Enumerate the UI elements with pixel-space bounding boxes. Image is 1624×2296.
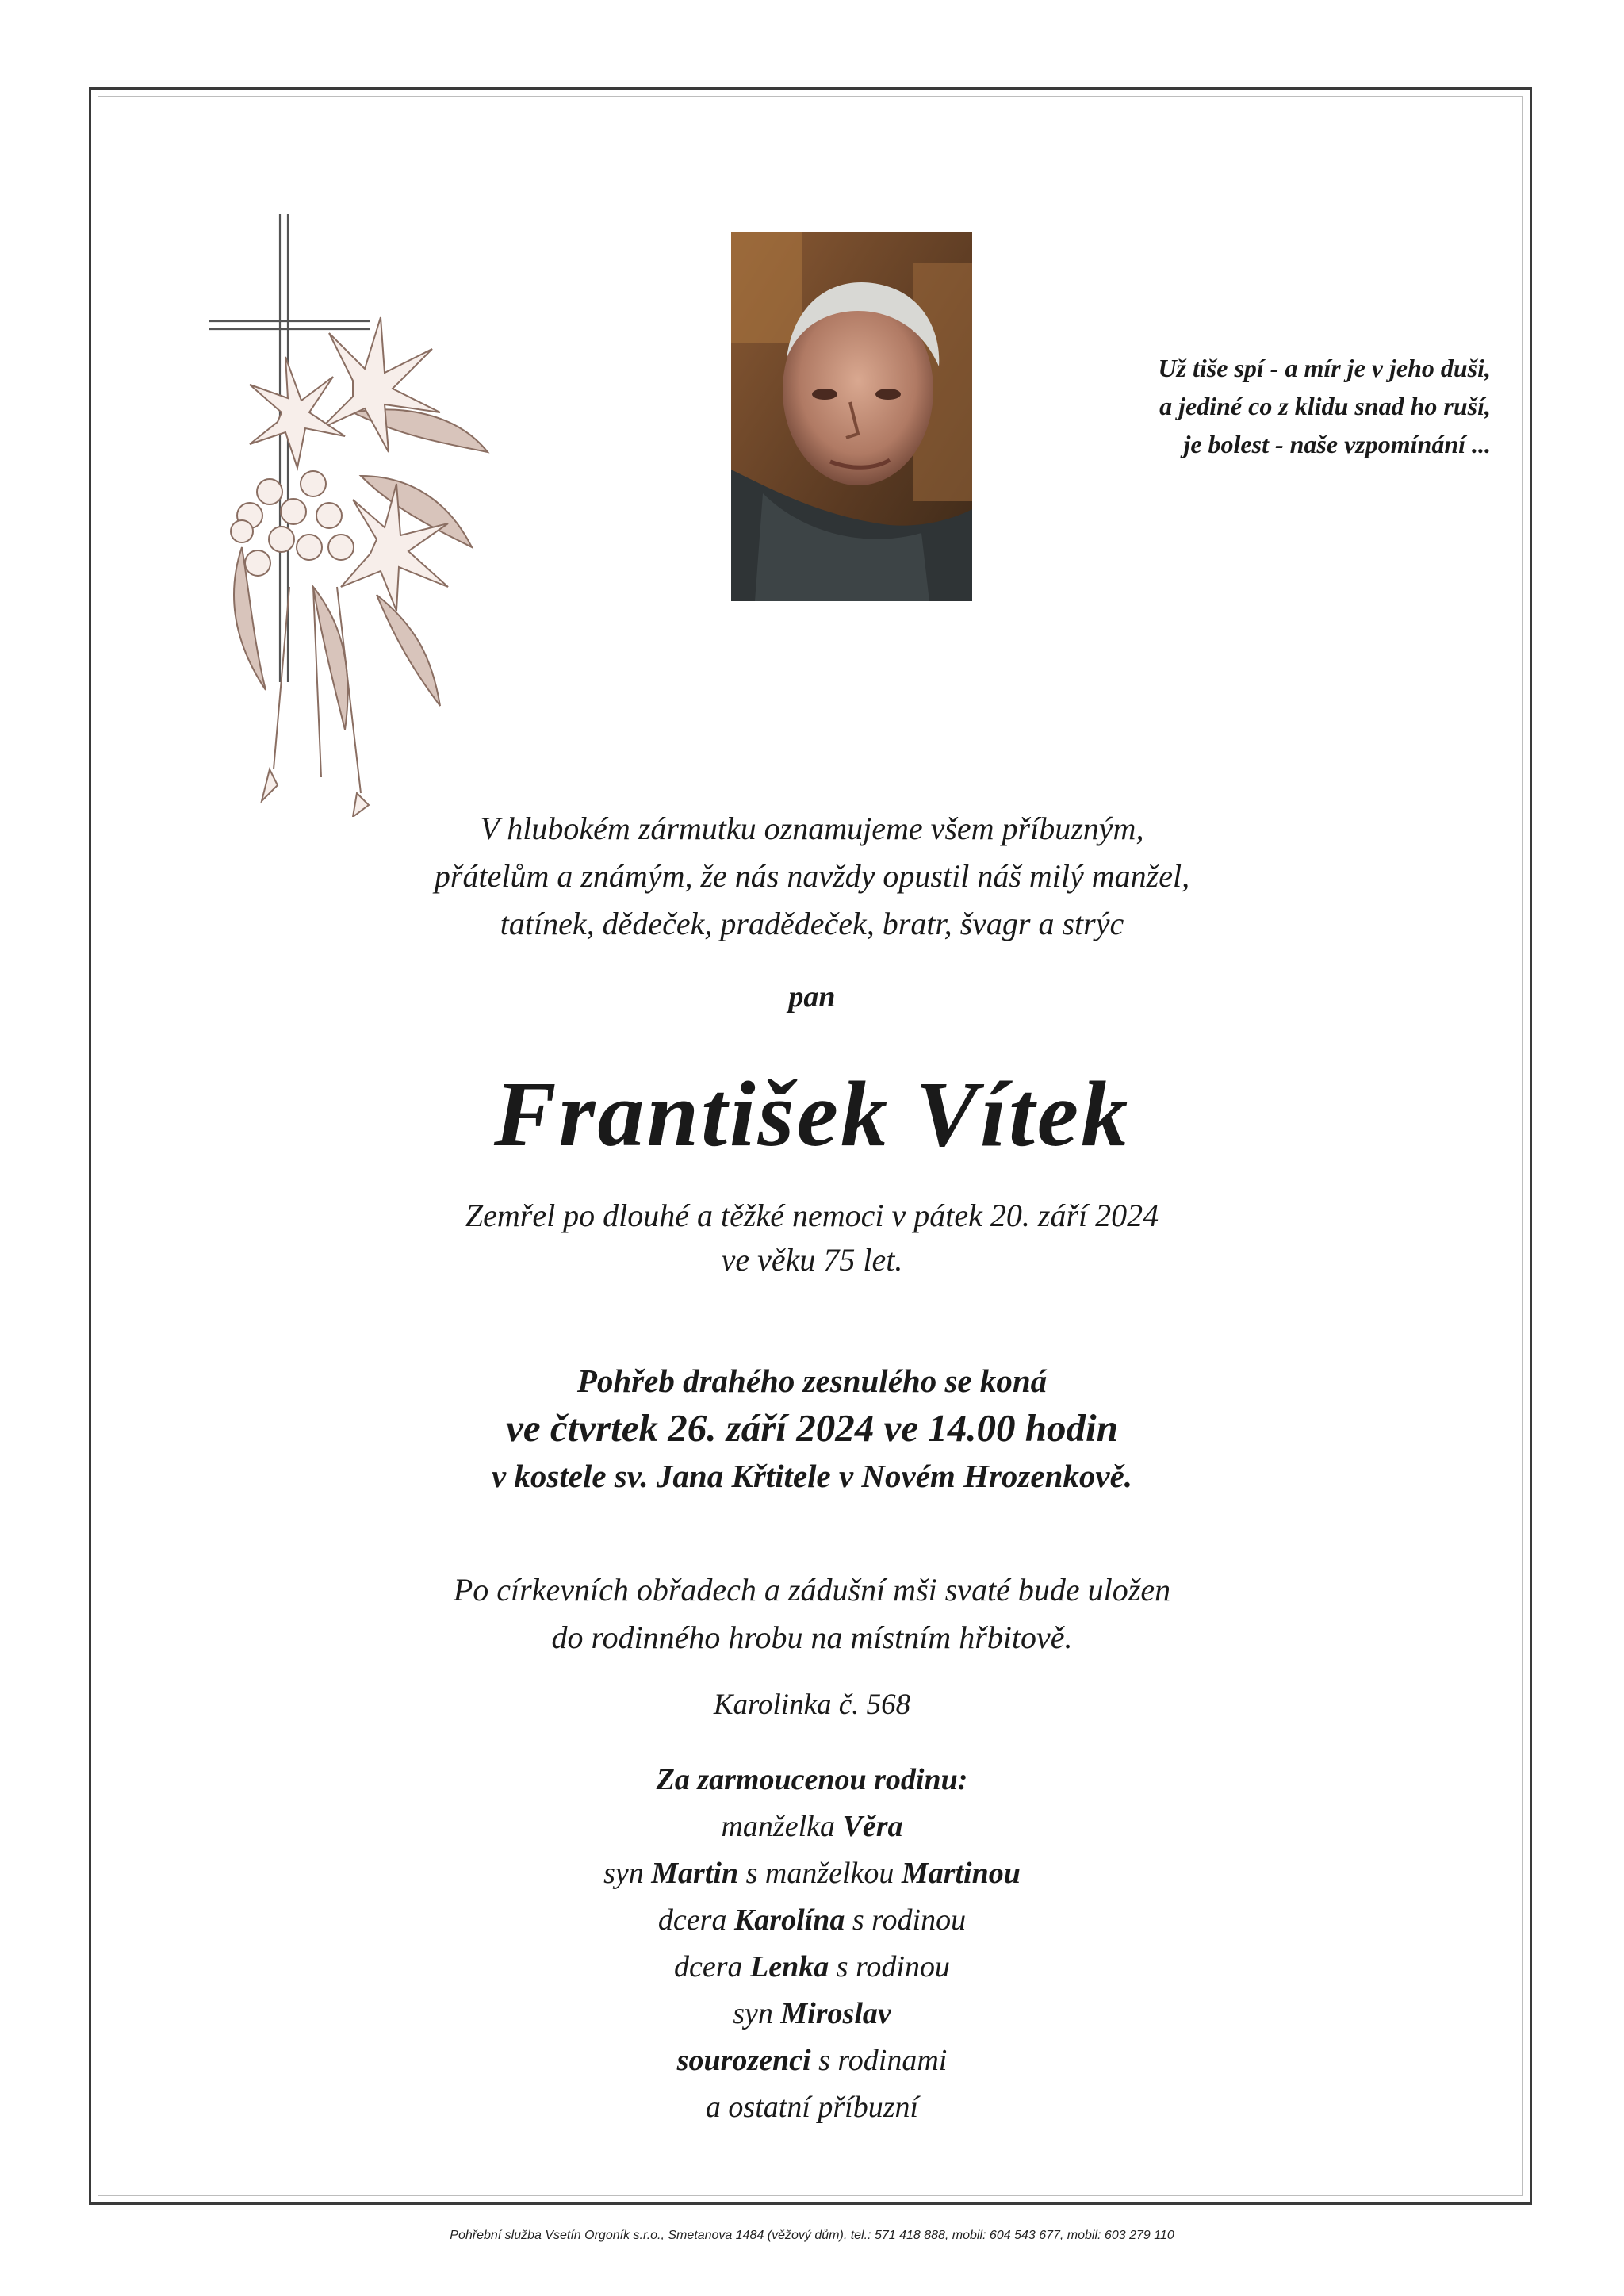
family-signatures [0, 1757, 1624, 2131]
family-member: dcera Lenka s rodinou [674, 1950, 950, 1984]
funeral-details [0, 1358, 1624, 1499]
poem-line-1: Už tiše spí - a mír je v jeho duši, [1158, 354, 1491, 382]
family-heading: Za zarmoucenou rodinu: [656, 1763, 968, 1796]
memorial-poem [991, 349, 1491, 463]
death-line-2: ve věku 75 let. [721, 1242, 903, 1278]
honorific: pan [788, 980, 836, 1014]
announcement-text [0, 805, 1624, 948]
portrait-image [731, 232, 972, 601]
funeral-date-time: ve čtvrtek 26. září 2024 ve 14.00 hodin [506, 1406, 1118, 1450]
funeral-line-1: Pohřeb drahého zesnulého se koná [576, 1363, 1048, 1399]
burial-line-1: Po církevních obřadech a zádušní mši svaté bude uložen [453, 1572, 1171, 1608]
announcement-line-3: tatínek, dědeček, pradědeček, bratr, švagr a strýc [500, 906, 1124, 941]
funeral-location: v kostele sv. Jana Křtitele v Novém Hrozenkově. [491, 1458, 1133, 1494]
burial-line-2: do rodinného hrobu na místním hřbitově. [551, 1619, 1073, 1655]
death-line-1: Zemřel po dlouhé a těžké nemoci v pátek 20. září 2024 [465, 1198, 1159, 1233]
family-closing: a ostatní příbuzní [705, 2091, 919, 2124]
deceased-name: František Vítek [493, 1062, 1131, 1166]
family-member: syn Miroslav [733, 1997, 891, 2030]
funeral-service-footer: Pohřební služba Vsetín Orgoník s.r.o., Smetanova 1484 (věžový dům), tel.: 571 418 888, mobil: 604 543 677, mobil: 603 279 110 [450, 2229, 1174, 2242]
cross-lily-illustration [194, 214, 504, 817]
death-notice [0, 1194, 1624, 1282]
family-member: sourozenci s rodinami [676, 2044, 948, 2077]
poem-line-2: a jediné co z klidu snad ho ruší, [1159, 392, 1491, 420]
lily-flowers-icon [231, 317, 488, 817]
family-member: syn Martin s manželkou Martinou [603, 1857, 1021, 1890]
family-member: manželka Věra [721, 1810, 903, 1843]
poem-line-3: je bolest - naše vzpomínání ... [1183, 430, 1491, 458]
burial-notice [0, 1566, 1624, 1662]
portrait-photo [731, 232, 972, 601]
announcement-line-1: V hlubokém zármutku oznamujeme všem příbuzným, [480, 811, 1144, 846]
announcement-line-2: přátelům a známým, že nás navždy opustil náš milý manžel, [434, 858, 1190, 894]
family-address: Karolinka č. 568 [713, 1688, 911, 1721]
family-member: dcera Karolína s rodinou [657, 1903, 967, 1937]
cross-icon [209, 214, 370, 682]
